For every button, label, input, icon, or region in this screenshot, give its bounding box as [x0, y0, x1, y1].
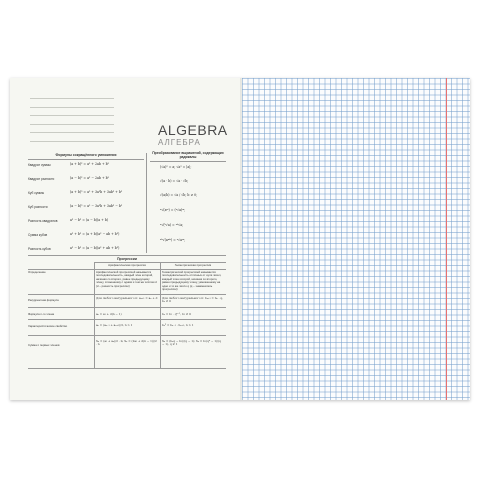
- geom-column-header: Геометрическая прогрессия: [174, 263, 212, 267]
- arith-nth-term: aₙ = a₁ + d(n − 1): [96, 312, 122, 316]
- margin-line: [446, 78, 447, 400]
- geom-definition: Геометрической прогрессией называется последовательность отличных от нуля чисел, каждый член которой, начиная со второго, равен предыдущему члену, умноженному на одно и то же число q (q − знаменатель прогрессии): [162, 270, 222, 292]
- divider: [150, 161, 226, 162]
- abbrev-label: Разность квадратов: [28, 219, 58, 223]
- grid-page: [242, 78, 470, 400]
- arith-sum: Sₙ = (a₁ + aₙ)/2 · n; Sₙ = (2a₁ + d(n − 1))/2 · n: [96, 339, 157, 347]
- abbrev-formula: a³ + b³ = (a + b)(a² − ab + b²): [70, 232, 120, 236]
- abbrev-label: Куб суммы: [28, 191, 45, 195]
- notebook-spread: [10, 78, 470, 400]
- geom-characteristic: bₙ² = bₙ₋₁ · bₙ₊₁, n > 1: [162, 323, 194, 327]
- divider: [94, 262, 95, 368]
- progression-row-label: Формула n-го члена: [28, 312, 55, 316]
- name-line: [30, 107, 114, 108]
- arith-column-header: Арифметическая прогрессия: [108, 263, 146, 267]
- abbrev-formula: a² − b² = (a − b)(a + b): [70, 218, 109, 222]
- radical-formula: ⁿ√(aᵐ) = (ⁿ√a)ᵐ;: [160, 208, 186, 212]
- abbrev-label: Квадрат разности: [28, 177, 55, 181]
- divider: [28, 335, 226, 336]
- geom-nth-term: bₙ = b₁ · qⁿ⁻¹, b₁ ≠ 0: [162, 312, 191, 316]
- geom-sum: Sₙ = (bₙq − b₁)/(q − 1); Sₙ = b₁(qⁿ − 1)/(q − 1), q ≠ 1: [162, 339, 221, 347]
- name-line: [30, 141, 114, 142]
- page-subtitle: АЛГЕБРА: [158, 138, 201, 147]
- progression-row-label: Характеристическое свойство: [28, 324, 68, 328]
- abbrev-formula: (a + b)² = a² + 2ab + b²: [70, 162, 109, 166]
- arith-recurrence: Для любого натурального n: aₙ₊₁ = aₙ + d: [96, 296, 158, 300]
- progression-row-label: Сумма n первых членов: [28, 343, 60, 347]
- divider: [28, 368, 226, 369]
- page-title: ALGEBRA: [158, 122, 228, 138]
- radical-formula: (√a)² = a; √a² = |a|;: [160, 165, 192, 169]
- arith-definition: Арифметической прогрессией называется последовательность, каждый член которой, начиная со второго, равен предыдущему члену, сложенному с одним и тем же числом d (d − разность прогрессии): [96, 270, 157, 288]
- radical-formula: ⁿ√(ᵏ√a) = ⁿᵏ√a;: [160, 223, 184, 227]
- name-line: [30, 132, 114, 133]
- abbrev-heading: Формулы сокращённого умножения: [55, 153, 117, 157]
- divider: [28, 307, 226, 308]
- radical-formula: ⁿᵏ√(aᵐᵏ) = ⁿ√aᵐ;: [160, 238, 186, 242]
- abbrev-label: Разность кубов: [28, 247, 51, 251]
- abbrev-formula: a³ − b³ = (a − b)(a² + ab + b²): [70, 246, 120, 250]
- arith-characteristic: aₙ = (aₙ₋₁ + aₙ₊₁)/2, n > 1: [96, 323, 133, 327]
- divider: [146, 153, 147, 253]
- divider: [28, 319, 226, 320]
- divider: [28, 159, 144, 160]
- abbrev-label: Сумма кубов: [28, 233, 48, 237]
- abbrev-formula: (a − b)³ = a³ − 3a²b + 3ab² − b³: [70, 204, 123, 208]
- divider: [28, 255, 226, 256]
- geom-recurrence: Для любого натурального n: bₙ₊₁ = bₙ · q, bₙ ≠ 0: [162, 296, 224, 304]
- abbrev-label: Квадрат суммы: [28, 163, 51, 167]
- name-line: [30, 115, 114, 116]
- left-page: [10, 78, 242, 400]
- radical-formula: √(a/b) = √a / √b; b ≠ 0;: [160, 193, 198, 197]
- abbrev-formula: (a + b)³ = a³ + 3a²b + 3ab² + b³: [70, 190, 123, 194]
- divider: [160, 262, 161, 368]
- progression-heading: Прогрессии: [117, 257, 137, 261]
- abbrev-formula: (a − b)² = a² − 2ab + b²: [70, 176, 109, 180]
- name-line: [30, 98, 114, 99]
- name-line: [30, 124, 114, 125]
- radicals-heading: Преобразование выражений, содержащих радикалы: [152, 151, 224, 159]
- radical-formula: √(a · b) = √a · √b;: [160, 179, 189, 183]
- abbrev-label: Куб разности: [28, 205, 48, 209]
- divider: [28, 294, 226, 295]
- progression-row-label: Рекуррентная формула: [28, 298, 59, 302]
- name-lines: [30, 98, 114, 149]
- progression-row-label: Определение: [28, 270, 46, 274]
